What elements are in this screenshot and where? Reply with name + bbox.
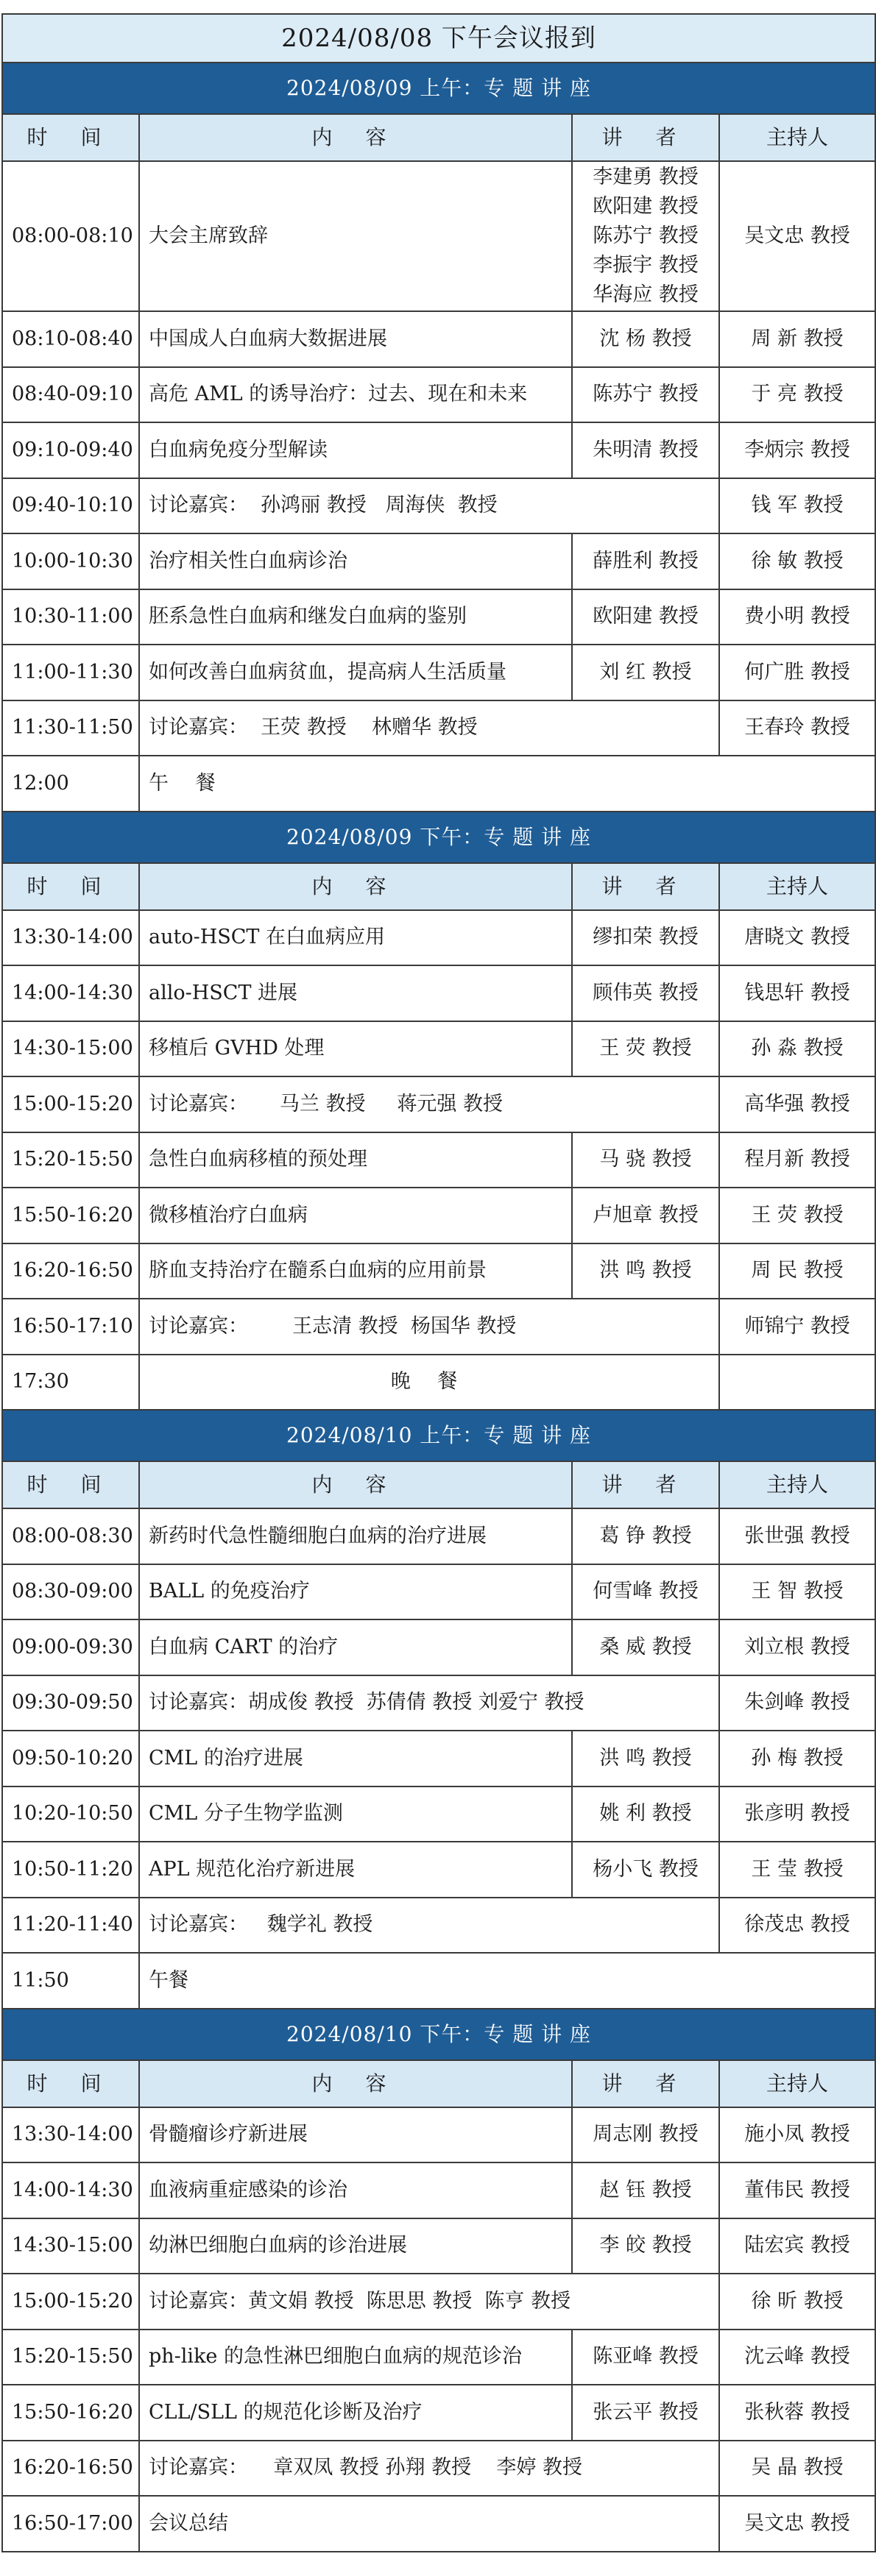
session-header: 2024/08/09 上午：专 题 讲 座 bbox=[2, 63, 875, 114]
session-content: CLL/SLL 的规范化诊断及治疗 bbox=[139, 2385, 572, 2441]
session-speaker bbox=[572, 645, 719, 700]
session-content: 新药时代急性髓细胞白血病的治疗进展 bbox=[139, 1508, 572, 1564]
session-content: 血液病重症感染的诊治 bbox=[139, 2162, 572, 2218]
session-header-row bbox=[2, 63, 875, 114]
session-speaker bbox=[572, 533, 719, 589]
session-speaker bbox=[572, 1021, 719, 1077]
session-time: 15:50-16:20 bbox=[2, 2385, 139, 2441]
table-row bbox=[2, 533, 875, 589]
session-speaker bbox=[572, 422, 719, 478]
session-time: 16:20-16:50 bbox=[2, 2441, 139, 2497]
table-row bbox=[2, 1508, 875, 1564]
session-time: 10:00-10:30 bbox=[2, 533, 139, 589]
session-host: 吴 晶 教授 bbox=[719, 2441, 875, 2497]
session-speaker bbox=[572, 2162, 719, 2218]
session-header-row bbox=[2, 2009, 875, 2060]
column-header-row bbox=[2, 2060, 875, 2107]
session-time: 14:00-14:30 bbox=[2, 965, 139, 1021]
session-speaker bbox=[572, 1619, 719, 1675]
table-row bbox=[2, 1898, 875, 1954]
column-header-content: 内 容 bbox=[139, 114, 572, 161]
column-header-row bbox=[2, 863, 875, 910]
speaker-name: 陈苏宁 教授 bbox=[593, 224, 699, 247]
speaker-name: 洪 鸣 教授 bbox=[599, 1746, 692, 1770]
speaker-name: 赵 钰 教授 bbox=[599, 2178, 692, 2201]
speaker-name: 李 皎 教授 bbox=[599, 2234, 692, 2257]
session-content: 会议总结 bbox=[139, 2496, 719, 2552]
table-row bbox=[2, 1786, 875, 1842]
session-content: 幼淋巴细胞白血病的诊治进展 bbox=[139, 2218, 572, 2274]
table-row bbox=[2, 2496, 875, 2552]
session-host: 吴文忠 教授 bbox=[719, 161, 875, 311]
session-speaker bbox=[572, 589, 719, 645]
session-speaker bbox=[572, 2385, 719, 2441]
session-speaker bbox=[572, 1564, 719, 1620]
column-header-speaker: 讲 者 bbox=[572, 2060, 719, 2107]
session-time: 08:00-08:30 bbox=[2, 1508, 139, 1564]
session-speaker bbox=[572, 2107, 719, 2163]
table-row bbox=[2, 1299, 875, 1355]
session-host: 唐晓文 教授 bbox=[719, 910, 875, 966]
session-content: ph-like 的急性淋巴细胞白血病的规范诊治 bbox=[139, 2330, 572, 2385]
speaker-name: 卢旭章 教授 bbox=[593, 1203, 699, 1227]
speaker-name: 桑 威 教授 bbox=[599, 1635, 692, 1658]
session-content: 讨论嘉宾： 孙鸿丽 教授 周海侠 教授 bbox=[139, 478, 719, 534]
session-host: 高华强 教授 bbox=[719, 1076, 875, 1132]
session-content: 白血病免疫分型解读 bbox=[139, 422, 572, 478]
session-content: 如何改善白血病贫血，提高病人生活质量 bbox=[139, 645, 572, 700]
speaker-name: 周志刚 教授 bbox=[593, 2123, 699, 2146]
session-content: BALL 的免疫治疗 bbox=[139, 1564, 572, 1620]
table-row bbox=[2, 1021, 875, 1077]
session-time: 10:30-11:00 bbox=[2, 589, 139, 645]
session-content: allo-HSCT 进展 bbox=[139, 965, 572, 1021]
session-time: 08:00-08:10 bbox=[2, 161, 139, 311]
speaker-name: 何雪峰 教授 bbox=[593, 1580, 699, 1603]
session-header: 2024/08/09 下午：专 题 讲 座 bbox=[2, 812, 875, 863]
session-content: 微移植治疗白血病 bbox=[139, 1188, 572, 1243]
speaker-name: 欧阳建 教授 bbox=[593, 195, 699, 218]
session-host: 张秋蓉 教授 bbox=[719, 2385, 875, 2441]
session-time: 09:00-09:30 bbox=[2, 1619, 139, 1675]
session-host: 张彦明 教授 bbox=[719, 1786, 875, 1842]
session-speaker bbox=[572, 1132, 719, 1188]
session-time: 09:50-10:20 bbox=[2, 1731, 139, 1786]
session-host: 王 荧 教授 bbox=[719, 1188, 875, 1243]
table-row bbox=[2, 910, 875, 966]
session-content: 白血病 CART 的治疗 bbox=[139, 1619, 572, 1675]
speaker-name: 张云平 教授 bbox=[593, 2400, 699, 2424]
session-content: 晚 餐 bbox=[139, 1355, 719, 1411]
session-header-row bbox=[2, 812, 875, 863]
session-content: 大会主席致辞 bbox=[139, 161, 572, 311]
session-host: 董伟民 教授 bbox=[719, 2162, 875, 2218]
table-row bbox=[2, 2441, 875, 2497]
table-row bbox=[2, 1564, 875, 1620]
session-content: 午餐 bbox=[139, 1953, 875, 2009]
session-host: 王 智 教授 bbox=[719, 1564, 875, 1620]
session-content: 急性白血病移植的预处理 bbox=[139, 1132, 572, 1188]
session-speaker bbox=[572, 161, 719, 311]
column-header-content: 内 容 bbox=[139, 2060, 572, 2107]
speaker-name: 薛胜利 教授 bbox=[593, 549, 699, 572]
speaker-name: 王 荧 教授 bbox=[599, 1037, 692, 1060]
session-host: 沈云峰 教授 bbox=[719, 2330, 875, 2385]
table-row bbox=[2, 1243, 875, 1299]
session-time: 14:30-15:00 bbox=[2, 1021, 139, 1077]
session-host: 徐 昕 教授 bbox=[719, 2274, 875, 2330]
session-time: 11:50 bbox=[2, 1953, 139, 2009]
session-host: 于 亮 教授 bbox=[719, 367, 875, 423]
session-time: 17:30 bbox=[2, 1355, 139, 1411]
session-host: 费小明 教授 bbox=[719, 589, 875, 645]
speaker-name: 洪 鸣 教授 bbox=[599, 1259, 692, 1282]
session-content: auto-HSCT 在白血病应用 bbox=[139, 910, 572, 966]
session-time: 14:00-14:30 bbox=[2, 2162, 139, 2218]
session-content: 中国成人白血病大数据进展 bbox=[139, 311, 572, 367]
table-row bbox=[2, 1731, 875, 1786]
session-content: 讨论嘉宾： 魏学礼 教授 bbox=[139, 1898, 719, 1954]
speaker-name: 欧阳建 教授 bbox=[593, 605, 699, 628]
session-speaker bbox=[572, 1188, 719, 1243]
session-host: 钱思轩 教授 bbox=[719, 965, 875, 1021]
session-time: 15:20-15:50 bbox=[2, 1132, 139, 1188]
session-content: 讨论嘉宾：胡成俊 教授 苏倩倩 教授 刘爱宁 教授 bbox=[139, 1675, 719, 1731]
session-time: 09:30-09:50 bbox=[2, 1675, 139, 1731]
session-host: 吴文忠 教授 bbox=[719, 2496, 875, 2552]
session-host: 刘立根 教授 bbox=[719, 1619, 875, 1675]
session-time: 15:00-15:20 bbox=[2, 2274, 139, 2330]
speaker-name: 葛 铮 教授 bbox=[599, 1524, 692, 1547]
session-host: 王春玲 教授 bbox=[719, 700, 875, 756]
column-header-host: 主持人 bbox=[719, 1461, 875, 1508]
table-row bbox=[2, 1619, 875, 1675]
session-speaker bbox=[572, 1243, 719, 1299]
session-host: 师锦宁 教授 bbox=[719, 1299, 875, 1355]
column-header-row bbox=[2, 114, 875, 161]
session-content: 午 餐 bbox=[139, 756, 875, 812]
session-time: 08:30-09:00 bbox=[2, 1564, 139, 1620]
session-content: 讨论嘉宾：黄文娟 教授 陈思思 教授 陈亨 教授 bbox=[139, 2274, 719, 2330]
session-speaker bbox=[572, 1731, 719, 1786]
session-content: 讨论嘉宾： 马兰 教授 蒋元强 教授 bbox=[139, 1076, 719, 1132]
session-host: 程月新 教授 bbox=[719, 1132, 875, 1188]
table-row bbox=[2, 2385, 875, 2441]
speaker-name: 李振宇 教授 bbox=[593, 254, 699, 277]
table-row bbox=[2, 367, 875, 423]
session-time: 08:10-08:40 bbox=[2, 311, 139, 367]
column-header-speaker: 讲 者 bbox=[572, 114, 719, 161]
session-host: 陆宏宾 教授 bbox=[719, 2218, 875, 2274]
table-row bbox=[2, 965, 875, 1021]
column-header-time: 时 间 bbox=[2, 114, 139, 161]
session-time: 10:20-10:50 bbox=[2, 1786, 139, 1842]
speaker-name: 杨小飞 教授 bbox=[593, 1857, 699, 1881]
session-speaker bbox=[572, 2218, 719, 2274]
column-header-host: 主持人 bbox=[719, 2060, 875, 2107]
table-row bbox=[2, 2330, 875, 2385]
column-header-time: 时 间 bbox=[2, 2060, 139, 2107]
session-content: 胚系急性白血病和继发白血病的鉴别 bbox=[139, 589, 572, 645]
session-content: 讨论嘉宾： 王志清 教授 杨国华 教授 bbox=[139, 1299, 719, 1355]
speaker-name: 华海应 教授 bbox=[593, 283, 699, 306]
table-row bbox=[2, 2274, 875, 2330]
session-header: 2024/08/10 上午：专 题 讲 座 bbox=[2, 1410, 875, 1461]
session-speaker bbox=[572, 2330, 719, 2385]
table-row bbox=[2, 1953, 875, 2009]
table-row bbox=[2, 311, 875, 367]
program-body bbox=[2, 14, 875, 2552]
column-header-time: 时 间 bbox=[2, 1461, 139, 1508]
session-speaker bbox=[572, 367, 719, 423]
session-host: 徐茂忠 教授 bbox=[719, 1898, 875, 1954]
table-row bbox=[2, 1132, 875, 1188]
session-content: CML 分子生物学监测 bbox=[139, 1786, 572, 1842]
table-row bbox=[2, 1188, 875, 1243]
table-row bbox=[2, 422, 875, 478]
table-row bbox=[2, 756, 875, 812]
column-header-row bbox=[2, 1461, 875, 1508]
session-host: 钱 军 教授 bbox=[719, 478, 875, 534]
column-header-time: 时 间 bbox=[2, 863, 139, 910]
speaker-name: 陈亚峰 教授 bbox=[593, 2345, 699, 2369]
session-time: 14:30-15:00 bbox=[2, 2218, 139, 2274]
speaker-name: 马 骁 教授 bbox=[599, 1148, 692, 1171]
session-speaker bbox=[572, 965, 719, 1021]
session-time: 16:20-16:50 bbox=[2, 1243, 139, 1299]
session-time: 13:30-14:00 bbox=[2, 910, 139, 966]
session-host: 李炳宗 教授 bbox=[719, 422, 875, 478]
session-time: 15:20-15:50 bbox=[2, 2330, 139, 2385]
session-host: 周 新 教授 bbox=[719, 311, 875, 367]
title-row bbox=[2, 14, 875, 63]
table-row bbox=[2, 1675, 875, 1731]
program-table bbox=[1, 13, 876, 2552]
page-title: 2024/08/08 下午会议报到 bbox=[2, 14, 875, 63]
session-content: 讨论嘉宾： 章双凤 教授 孙翔 教授 李婷 教授 bbox=[139, 2441, 719, 2497]
session-time: 11:30-11:50 bbox=[2, 700, 139, 756]
session-host bbox=[719, 1355, 875, 1411]
table-row bbox=[2, 700, 875, 756]
speaker-name: 缪扣荣 教授 bbox=[593, 926, 699, 949]
session-host: 张世强 教授 bbox=[719, 1508, 875, 1564]
session-time: 09:40-10:10 bbox=[2, 478, 139, 534]
session-time: 16:50-17:10 bbox=[2, 1299, 139, 1355]
column-header-speaker: 讲 者 bbox=[572, 863, 719, 910]
session-content: APL 规范化治疗新进展 bbox=[139, 1842, 572, 1898]
speaker-name: 顾伟英 教授 bbox=[593, 981, 699, 1004]
speaker-name: 刘 红 教授 bbox=[599, 660, 692, 684]
session-host: 徐 敏 教授 bbox=[719, 533, 875, 589]
session-time: 15:50-16:20 bbox=[2, 1188, 139, 1243]
session-host: 施小凤 教授 bbox=[719, 2107, 875, 2163]
session-content: 讨论嘉宾： 王荧 教授 林赠华 教授 bbox=[139, 700, 719, 756]
session-host: 周 民 教授 bbox=[719, 1243, 875, 1299]
column-header-content: 内 容 bbox=[139, 863, 572, 910]
session-content: 脐血支持治疗在髓系白血病的应用前景 bbox=[139, 1243, 572, 1299]
speaker-name: 陈苏宁 教授 bbox=[593, 383, 699, 406]
session-host: 孙 梅 教授 bbox=[719, 1731, 875, 1786]
session-time: 12:00 bbox=[2, 756, 139, 812]
session-content: 移植后 GVHD 处理 bbox=[139, 1021, 572, 1077]
session-content: 治疗相关性白血病诊治 bbox=[139, 533, 572, 589]
session-time: 08:40-09:10 bbox=[2, 367, 139, 423]
session-content: CML 的治疗进展 bbox=[139, 1731, 572, 1786]
session-time: 13:30-14:00 bbox=[2, 2107, 139, 2163]
session-header-row bbox=[2, 1410, 875, 1461]
speaker-name: 姚 利 教授 bbox=[599, 1802, 692, 1825]
session-time: 15:00-15:20 bbox=[2, 1076, 139, 1132]
session-host: 何广胜 教授 bbox=[719, 645, 875, 700]
session-header: 2024/08/10 下午：专 题 讲 座 bbox=[2, 2009, 875, 2060]
session-speaker bbox=[572, 1842, 719, 1898]
table-row bbox=[2, 478, 875, 534]
session-time: 11:00-11:30 bbox=[2, 645, 139, 700]
session-time: 10:50-11:20 bbox=[2, 1842, 139, 1898]
session-time: 16:50-17:00 bbox=[2, 2496, 139, 2552]
table-row bbox=[2, 2162, 875, 2218]
table-row bbox=[2, 645, 875, 700]
session-host: 孙 淼 教授 bbox=[719, 1021, 875, 1077]
session-speaker bbox=[572, 910, 719, 966]
table-row bbox=[2, 2218, 875, 2274]
speaker-name: 沈 杨 教授 bbox=[599, 327, 692, 350]
speaker-name: 朱明清 教授 bbox=[593, 438, 699, 461]
session-speaker bbox=[572, 1786, 719, 1842]
table-row bbox=[2, 1355, 875, 1411]
session-time: 09:10-09:40 bbox=[2, 422, 139, 478]
session-speaker bbox=[572, 311, 719, 367]
speaker-name: 李建勇 教授 bbox=[593, 166, 699, 188]
table-row bbox=[2, 1842, 875, 1898]
session-content: 骨髓瘤诊疗新进展 bbox=[139, 2107, 572, 2163]
session-time: 11:20-11:40 bbox=[2, 1898, 139, 1954]
session-host: 王 莹 教授 bbox=[719, 1842, 875, 1898]
table-row bbox=[2, 161, 875, 311]
table-row bbox=[2, 589, 875, 645]
table-row bbox=[2, 1076, 875, 1132]
session-host: 朱剑峰 教授 bbox=[719, 1675, 875, 1731]
column-header-speaker: 讲 者 bbox=[572, 1461, 719, 1508]
session-content: 高危 AML 的诱导治疗：过去、现在和未来 bbox=[139, 367, 572, 423]
column-header-host: 主持人 bbox=[719, 114, 875, 161]
column-header-host: 主持人 bbox=[719, 863, 875, 910]
column-header-content: 内 容 bbox=[139, 1461, 572, 1508]
table-row bbox=[2, 2107, 875, 2163]
session-speaker bbox=[572, 1508, 719, 1564]
